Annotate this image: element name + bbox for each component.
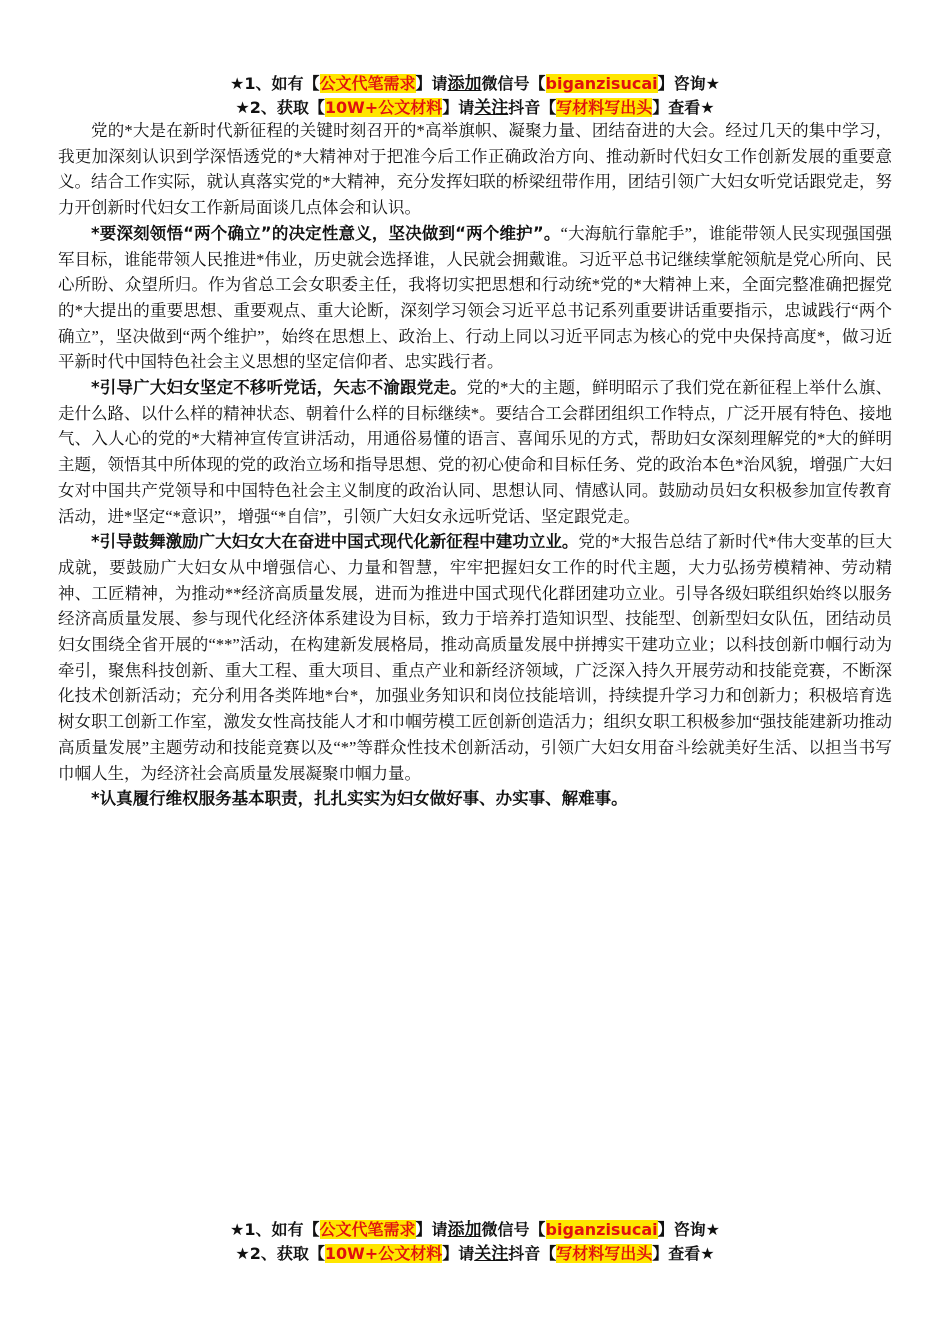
document-body bbox=[58, 118, 892, 812]
bottom-banner bbox=[0, 1218, 950, 1266]
intro-paragraph: 党的*大是在新时代新征程的关键时刻召开的*高举旗帜、凝聚力量、团结奋进的大会。经过几天的集中学习，我更加深刻认识到学深悟透党的*大精神对于把准今后工作正确政治方向、推动新时代妇女工作创新发展的重要意义。结合工作实际，就认真落实党的*大精神，充分发挥妇联的桥梁纽带作用，团结引领广大妇女听党话跟党走，努力开创新时代妇女工作新局面谈几点体会和认识。 bbox=[58, 121, 892, 218]
banner-highlight: 写材料写出头 bbox=[556, 98, 653, 117]
banner-text: 】请 bbox=[442, 98, 475, 117]
banner-text: ★1、如有【 bbox=[230, 1220, 320, 1239]
paragraph-4-heading: *认真履行维权服务基本职责，扎扎实实为妇女做好事、办实事、解难事。 bbox=[91, 789, 628, 809]
banner-text: 抖音【 bbox=[508, 98, 557, 117]
paragraph-4 bbox=[58, 786, 892, 812]
banner-emphasis: 添加 bbox=[447, 74, 482, 94]
paragraph-2-body: 党的*大的主题，鲜明昭示了我们党在新征程上举什么旗、走什么路、以什么样的精神状态、朝着什么样的目标继续*。要结合工会群团组织工作特点，广泛开展有特色、接地气、入人心的党的*大精神宣传宣讲活动，用通俗易懂的语言、喜闻乐见的方式，帮助妇女深刻理解党的*大的鲜明主题，领悟其中所体现的党的政治立场和指导思想、党的初心使命和目标任务、党的政治本色*治风貌，增强广大妇女对中国共产党领导和中国特色社会主义制度的政治认同、思想认同、情感认同。鼓励动员妇女积极参加宣传教育活动，进*坚定“*意识”，增强“*自信”，引领广大妇女永远听党话、坚定跟党走。 bbox=[58, 378, 892, 526]
banner-text: 】查看★ bbox=[652, 1244, 715, 1263]
banner-line-2 bbox=[0, 1242, 950, 1266]
banner-highlight: 公文代笔需求 bbox=[319, 74, 416, 93]
paragraph-3 bbox=[58, 529, 892, 786]
banner-line-1 bbox=[0, 72, 950, 96]
paragraph-1-heading: *要深刻领悟“两个确立”的决定性意义，坚决做到“两个维护”。 bbox=[91, 223, 561, 243]
banner-text: ★1、如有【 bbox=[230, 74, 320, 93]
banner-text: 】请 bbox=[442, 1244, 475, 1263]
banner-highlight: biganzisucai bbox=[545, 74, 658, 93]
banner-line-2 bbox=[0, 96, 950, 120]
banner-text: 抖音【 bbox=[508, 1244, 557, 1263]
banner-highlight: 10W+公文材料 bbox=[324, 98, 443, 117]
paragraph-1 bbox=[58, 221, 892, 375]
banner-text: 微信号【 bbox=[481, 74, 546, 93]
banner-text: ★2、获取【 bbox=[235, 1244, 325, 1263]
banner-line-1 bbox=[0, 1218, 950, 1242]
paragraph-2-heading: *引导广大妇女坚定不移听党话，矢志不渝跟党走。 bbox=[91, 378, 467, 398]
banner-emphasis: 关注 bbox=[474, 1244, 509, 1264]
banner-text: 】咨询★ bbox=[657, 74, 720, 93]
banner-text: 微信号【 bbox=[481, 1220, 546, 1239]
banner-highlight: 10W+公文材料 bbox=[324, 1244, 443, 1263]
paragraph-2 bbox=[58, 375, 892, 529]
banner-text: 】请 bbox=[415, 1220, 448, 1239]
banner-text: 】咨询★ bbox=[657, 1220, 720, 1239]
banner-emphasis: 添加 bbox=[447, 1220, 482, 1240]
banner-emphasis: 关注 bbox=[474, 98, 509, 118]
banner-text: ★2、获取【 bbox=[235, 98, 325, 117]
top-banner bbox=[0, 72, 950, 120]
banner-highlight: biganzisucai bbox=[545, 1220, 658, 1239]
banner-text: 】查看★ bbox=[652, 98, 715, 117]
banner-highlight: 公文代笔需求 bbox=[319, 1220, 416, 1239]
paragraph-1-body: “大海航行靠舵手”，谁能带领人民实现强国强军目标，谁能带领人民推进*伟业，历史就会选择谁，人民就会拥戴谁。习近平总书记继续掌舵领航是党心所向、民心所盼、众望所归。作为省总工会女职委主任，我将切实把思想和行动统*党的*大精神上来，全面完整准确把握党的*大提出的重要思想、重要观点、重大论断，深刻学习领会习近平总书记系列重要讲话重要指示，忠诚践行“两个确立”，坚决做到“两个维护”，始终在思想上、政治上、行动上同以习近平同志为核心的党中央保持高度*，做习近平新时代中国特色社会主义思想的坚定信仰者、忠实践行者。 bbox=[58, 223, 892, 372]
banner-highlight: 写材料写出头 bbox=[556, 1244, 653, 1263]
banner-text: 】请 bbox=[415, 74, 448, 93]
paragraph-3-body: 党的*大报告总结了新时代*伟大变革的巨大成就，要鼓励广大妇女从中增强信心、力量和智慧，牢牢把握妇女工作的时代主题，大力弘扬劳模精神、劳动精神、工匠精神，为推动**经济高质量发展，进而为推进中国式现代化群团建功立业。引导各级妇联组织始终以服务经济高质量发展、参与现代化经济体系建设为目标，致力于培养打造知识型、技能型、创新型妇女队伍，团结动员妇女围绕全省开展的“**”活动，在构建新发展格局，推动高质量发展中拼搏实干建功立业；以科技创新巾帼行动为牵引，聚焦科技创新、重大工程、重大项目、重点产业和新经济领域，广泛深入持久开展劳动和技能竞赛，不断深化技术创新活动；充分利用各类阵地*台*，加强业务知识和岗位技能培训，持续提升学习力和创新力；积极培育选树女职工创新工作室，激发女性高技能人才和巾帼劳模工匠创新创造活力；组织女职工积极参加“强技能建新功推动高质量发展”主题劳动和技能竞赛以及“*”等群众性技术创新活动，引领广大妇女用奋斗绘就美好生活、以担当书写巾帼人生，为经济社会高质量发展凝聚巾帼力量。 bbox=[58, 532, 892, 783]
paragraph-3-heading: *引导鼓舞激励广大妇女大在奋进中国式现代化新征程中建功立业。 bbox=[91, 532, 579, 552]
